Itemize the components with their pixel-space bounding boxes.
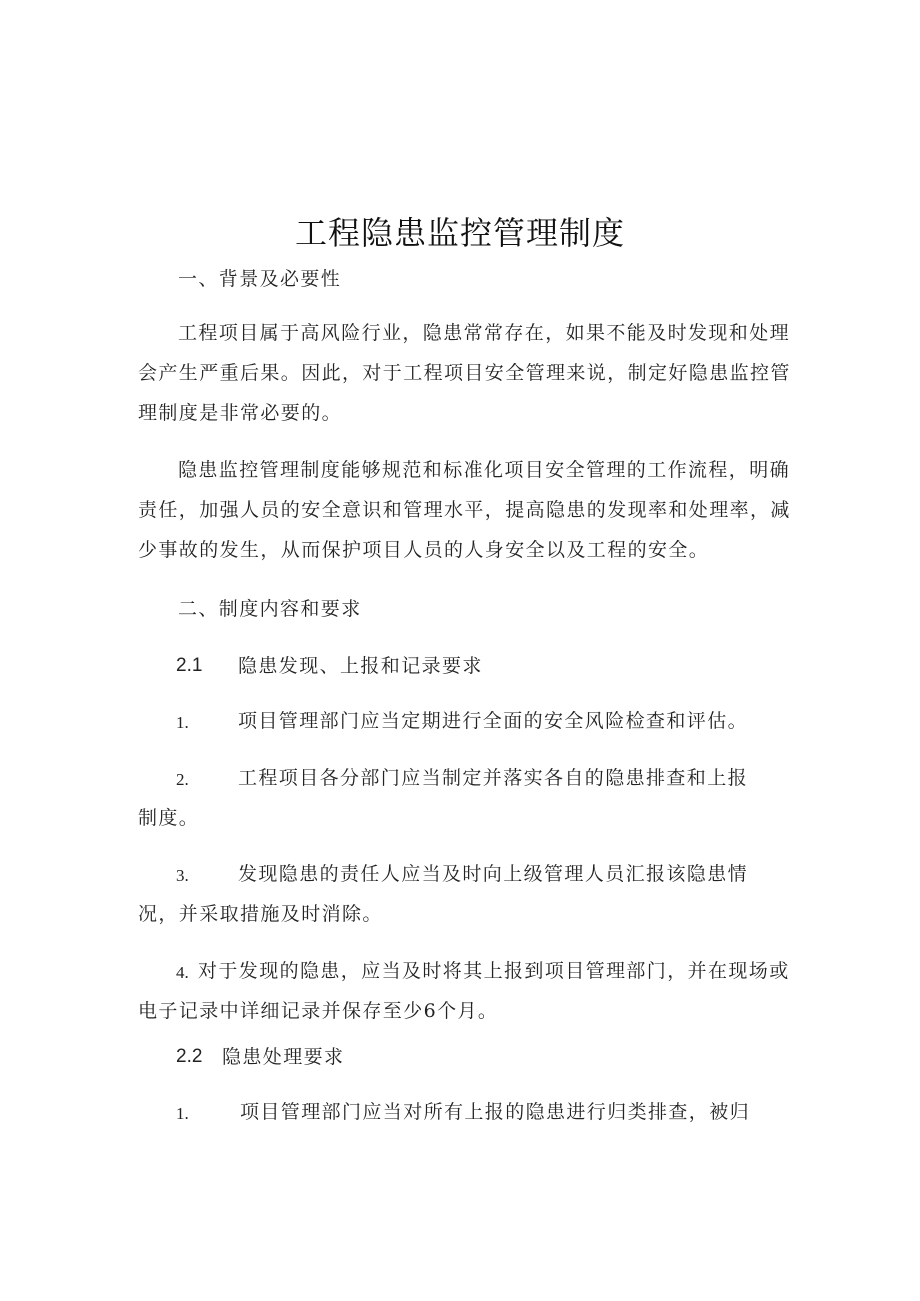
list-item-number: 1. (176, 713, 189, 732)
paragraph-line: 责任，加强人员的安全意识和管理水平，提高隐患的发现率和处理率，减 (138, 499, 791, 521)
list-item-text: 项目管理部门应当定期进行全面的安全风险检查和评估。 (238, 710, 749, 732)
list-item-text: 项目管理部门应当对所有上报的隐患进行归类排查，被归 (240, 1101, 751, 1123)
list-item-text: 对于发现的隐患，应当及时将其上报到项目管理部门，并在现场或 (198, 960, 790, 982)
paragraph-line: 理制度是非常必要的。 (138, 402, 343, 424)
paragraph-line: 会产生严重后果。因此，对于工程项目安全管理来说，制定好隐患监控管 (138, 362, 791, 384)
list-item-number: 2. (176, 770, 189, 789)
list-item-text: 发现隐患的责任人应当及时向上级管理人员汇报该隐患情 (238, 863, 749, 885)
section-heading-background: 一、背景及必要性 (178, 268, 342, 290)
list-item-number: 1. (176, 1104, 189, 1123)
list-item-number: 3. (176, 866, 189, 885)
list-item-text: 况，并采取措施及时消除。 (138, 903, 383, 925)
subsection-title: 隐患处理要求 (222, 1046, 345, 1068)
subsection-number: 2.2 (176, 1046, 203, 1067)
paragraph-line: 隐患监控管理制度能够规范和标准化项目安全管理的工作流程，明确 (178, 459, 791, 481)
section-heading-requirements: 二、制度内容和要求 (178, 598, 362, 620)
subsection-title: 隐患发现、上报和记录要求 (238, 655, 483, 677)
list-item-text: 电子记录中详细记录并保存至少6个月。 (138, 1000, 499, 1022)
paragraph-line: 工程项目属于高风险行业，隐患常常存在，如果不能及时发现和处理 (178, 322, 791, 344)
list-item-text: 制度。 (138, 807, 200, 829)
list-item-number: 4. (176, 963, 189, 982)
document-title: 工程隐患监控管理制度 (294, 214, 625, 252)
paragraph-line: 少事故的发生，从而保护项目人员的人身安全以及工程的安全。 (138, 539, 710, 561)
subsection-number: 2.1 (176, 655, 203, 676)
list-item-text: 工程项目各分部门应当制定并落实各自的隐患排查和上报 (238, 767, 749, 789)
